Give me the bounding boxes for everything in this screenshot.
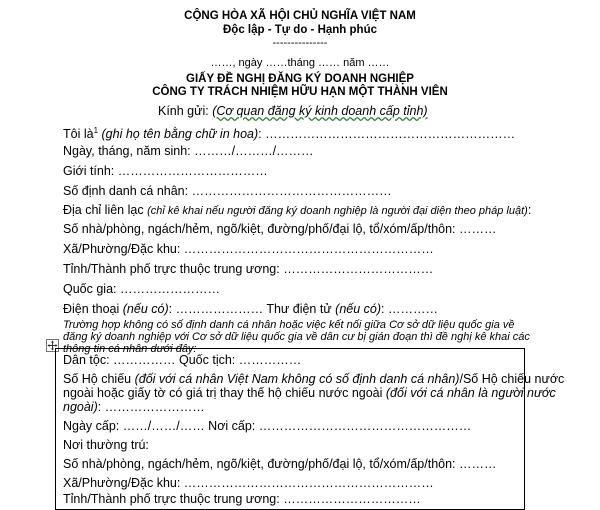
footnote-ref: 1 <box>93 126 99 135</box>
field-passport-line-3[interactable] <box>63 400 205 414</box>
full-name-label: Tôi là <box>63 127 94 142</box>
field-residence-commune[interactable]: Xã/Phường/Đặc khu: …………………………………………………… <box>63 476 434 490</box>
phone-label: Điện thoại <box>63 302 123 316</box>
recipient-value[interactable]: (Cơ quan đăng ký kinh doanh cấp tỉnh) <box>212 104 428 118</box>
field-province[interactable]: Tỉnh/Thành phố trực thuộc trung ương: ……………………………… <box>63 262 434 276</box>
field-country[interactable]: Quốc gia: …………………… <box>63 282 220 296</box>
contact-address-note: (chỉ kê khai nếu người đăng ký doanh nghiệp là người đại diện theo pháp luật) <box>147 205 528 217</box>
form-title: GIẤY ĐỀ NGHỊ ĐĂNG KÝ DOANH NGHIỆP <box>186 73 414 85</box>
passport-label-2: /Số Hộ chiếu nước <box>459 372 565 386</box>
full-name-dots: : …………………………………………………… <box>258 127 516 142</box>
recipient-line <box>158 104 428 118</box>
contact-address-label: Địa chỉ liên lạc <box>63 203 148 217</box>
passport-line-3-dots: : …………………… <box>97 400 205 414</box>
field-passport-line-2 <box>63 386 556 400</box>
field-permanent-residence: Nơi thường trú: <box>63 438 149 452</box>
field-gender[interactable]: Giới tính: ……………………………… <box>63 164 268 178</box>
phone-note: (nếu có) <box>122 302 169 316</box>
contact-address-colon: : <box>527 203 532 217</box>
field-birth-date[interactable]: Ngày, tháng, năm sinh: ………/………/……… <box>63 144 314 158</box>
passport-line-2-note: (đối với cá nhân là người nước <box>385 386 556 400</box>
field-personal-id[interactable]: Số định danh cá nhân: ………………………………………… <box>63 184 392 198</box>
passport-line-3-note: ngoài) <box>63 400 98 414</box>
date-line: ……, ngày ……tháng …… năm …… <box>210 57 390 69</box>
field-ethnicity-nationality[interactable]: Dân tộc: …………… Quốc tịch: …………… <box>63 353 302 367</box>
field-phone-email[interactable] <box>63 302 438 316</box>
field-street-address[interactable]: Số nhà/phòng, ngách/hẻm, ngõ/kiệt, đường/phố/đại lộ, tổ/xóm/ấp/thôn: ……… <box>63 222 497 236</box>
email-note: (nếu có) <box>335 302 382 316</box>
note-line-1: Trường hợp không có số định danh cá nhân hoặc việc kết nối giữa Cơ sở dữ liệu quốc gia về <box>63 319 515 331</box>
email-label: : ………………… Thư điện tử <box>168 302 336 316</box>
note-line-3: thông tin cá nhân dưới đây: <box>63 343 197 355</box>
email-dots: : ………… <box>381 302 438 316</box>
field-full-name[interactable] <box>63 124 515 141</box>
note-line-2: đăng ký doanh nghiệp với Cơ sở dữ liệu quốc gia về dân cư bị gián đoạn thì đề nghị kê khai các <box>63 331 530 343</box>
passport-note: (đối với cá nhân Việt Nam không có số định danh cá nhân) <box>134 372 460 386</box>
field-residence-street[interactable]: Số nhà/phòng, ngách/hẻm, ngõ/kiệt, đường/phố/đại lộ, tổ/xóm/ấp/thôn: ……… <box>63 457 497 471</box>
field-passport-line-1[interactable] <box>63 372 564 386</box>
passport-label: Số Hộ chiếu <box>63 372 135 386</box>
header-rule: --------------- <box>272 37 328 49</box>
nation-heading: CỘNG HÒA XÃ HỘI CHỦ NGHĨA VIỆT NAM <box>184 10 416 22</box>
field-issue-date-place[interactable]: Ngày cấp: ……/……/…… Nơi cấp: …………………………………………… <box>63 419 472 433</box>
recipient-label: Kính gửi: <box>158 104 213 118</box>
passport-line-2-text: ngoài hoặc giấy tờ có giá trị thay thế hộ chiếu nước ngoài <box>63 386 386 400</box>
motto-heading: Độc lập - Tự do - Hạnh phúc <box>223 24 377 36</box>
full-name-note: (ghi họ tên bằng chữ in hoa) <box>98 127 259 142</box>
form-subtitle: CÔNG TY TRÁCH NHIỆM HỮU HẠN MỘT THÀNH VIÊN <box>152 86 448 98</box>
field-residence-province[interactable]: Tỉnh/Thành phố trực thuộc trung ương: …………………………… <box>63 492 421 506</box>
field-commune[interactable]: Xã/Phường/Đặc khu: …………………………………………………… <box>63 242 434 256</box>
field-contact-address <box>63 203 531 218</box>
